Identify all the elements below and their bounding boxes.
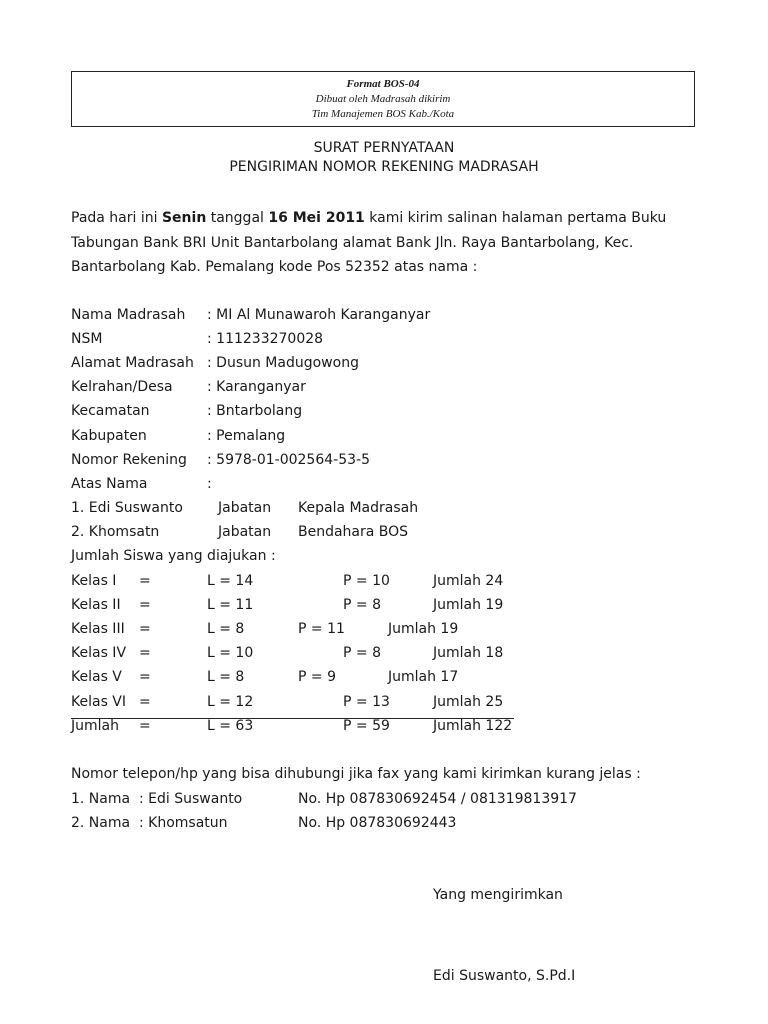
contact-phone: No. Hp 087830692443 <box>298 815 457 831</box>
field-label: Atas Nama <box>71 476 148 492</box>
intro-day: Senin <box>161 210 207 226</box>
class-label: Kelas V <box>71 669 122 685</box>
class-total: Jumlah 18 <box>433 645 504 661</box>
grand-total: Jumlah 122 <box>433 718 513 734</box>
holder-name: 1. Edi Suswanto <box>71 500 183 516</box>
equals-sign: = <box>139 669 151 685</box>
class-label: Kelas I <box>71 573 117 589</box>
students-heading: Jumlah Siswa yang diajukan : <box>71 548 276 564</box>
signatory-name: Edi Suswanto, S.Pd.I <box>433 968 576 984</box>
field-label: Kabupaten <box>71 428 147 444</box>
intro-text-a: Pada hari ini <box>71 210 162 226</box>
intro-line-1 <box>71 210 666 226</box>
holder-role-label: Jabatan <box>218 500 272 516</box>
boys-count: L = 14 <box>207 573 254 589</box>
girls-count: P = 8 <box>343 597 381 613</box>
boys-count: L = 12 <box>207 694 254 710</box>
holder-name: 2. Khomsatn <box>71 524 160 540</box>
field-value: : <box>207 476 212 492</box>
field-value: : Pemalang <box>207 428 286 444</box>
contact-label: 1. Nama <box>71 791 131 807</box>
format-code: Format BOS-04 <box>346 78 420 90</box>
total-label: Jumlah <box>71 718 119 734</box>
equals-sign: = <box>139 718 151 734</box>
contact-name: : Khomsatun <box>139 815 228 831</box>
girls-count: P = 13 <box>343 694 390 710</box>
field-value: : 5978-01-002564-53-5 <box>207 452 370 468</box>
field-value: : MI Al Munawaroh Karanganyar <box>207 307 431 323</box>
field-label: NSM <box>71 331 103 347</box>
field-value: : Bntarbolang <box>207 403 303 419</box>
intro-text-b: tanggal <box>206 210 269 226</box>
field-value: : 111233270028 <box>207 331 324 347</box>
intro-line-2: Tabungan Bank BRI Unit Bantarbolang alamat Bank Jln. Raya Bantarbolang, Kec. <box>71 235 634 251</box>
header-line-1: Dibuat oleh Madrasah dikirim <box>315 93 451 105</box>
contact-label: 2. Nama <box>71 815 131 831</box>
class-label: Kelas VI <box>71 694 127 710</box>
class-label: Kelas III <box>71 621 125 637</box>
format-header-box <box>71 71 695 127</box>
field-label: Nomor Rekening <box>71 452 187 468</box>
boys-count: L = 11 <box>207 597 254 613</box>
holder-role: Kepala Madrasah <box>298 500 419 516</box>
equals-sign: = <box>139 597 151 613</box>
girls-count: P = 11 <box>298 621 345 637</box>
header-line-2: Tim Manajemen BOS Kab./Kota <box>311 108 455 120</box>
field-label: Alamat Madrasah <box>71 355 194 371</box>
signature-caption: Yang mengirimkan <box>433 887 563 903</box>
boys-count: L = 10 <box>207 645 254 661</box>
field-value: : Dusun Madugowong <box>207 355 359 371</box>
equals-sign: = <box>139 694 151 710</box>
equals-sign: = <box>139 645 151 661</box>
field-label: Kelrahan/Desa <box>71 379 173 395</box>
class-total: Jumlah 19 <box>433 597 504 613</box>
class-total: Jumlah 25 <box>433 694 504 710</box>
contact-name: : Edi Suswanto <box>139 791 243 807</box>
class-label: Kelas II <box>71 597 121 613</box>
holder-role-label: Jabatan <box>218 524 272 540</box>
equals-sign: = <box>139 573 151 589</box>
intro-line-3: Bantarbolang Kab. Pemalang kode Pos 52352 atas nama : <box>71 259 478 275</box>
boys-count: L = 8 <box>207 621 245 637</box>
intro-text-c: kami kirim salinan halaman pertama Buku <box>364 210 667 226</box>
field-label: Kecamatan <box>71 403 150 419</box>
girls-count: P = 8 <box>343 645 381 661</box>
girls-total: P = 59 <box>343 718 390 734</box>
document-title: SURAT PERNYATAAN <box>313 140 455 156</box>
boys-total: L = 63 <box>207 718 254 734</box>
intro-date: 16 Mei 2011 <box>268 210 365 226</box>
document-subtitle: PENGIRIMAN NOMOR REKENING MADRASAH <box>229 159 539 175</box>
equals-sign: = <box>139 621 151 637</box>
girls-count: P = 10 <box>343 573 390 589</box>
class-total: Jumlah 19 <box>388 621 459 637</box>
field-value: : Karanganyar <box>207 379 306 395</box>
class-total: Jumlah 17 <box>388 669 459 685</box>
contact-heading: Nomor telepon/hp yang bisa dihubungi jika fax yang kami kirimkan kurang jelas : <box>71 766 641 782</box>
contact-phone: No. Hp 087830692454 / 081319813917 <box>298 791 577 807</box>
class-label: Kelas IV <box>71 645 127 661</box>
boys-count: L = 8 <box>207 669 245 685</box>
girls-count: P = 9 <box>298 669 336 685</box>
holder-role: Bendahara BOS <box>298 524 409 540</box>
field-label: Nama Madrasah <box>71 307 186 323</box>
class-total: Jumlah 24 <box>433 573 504 589</box>
